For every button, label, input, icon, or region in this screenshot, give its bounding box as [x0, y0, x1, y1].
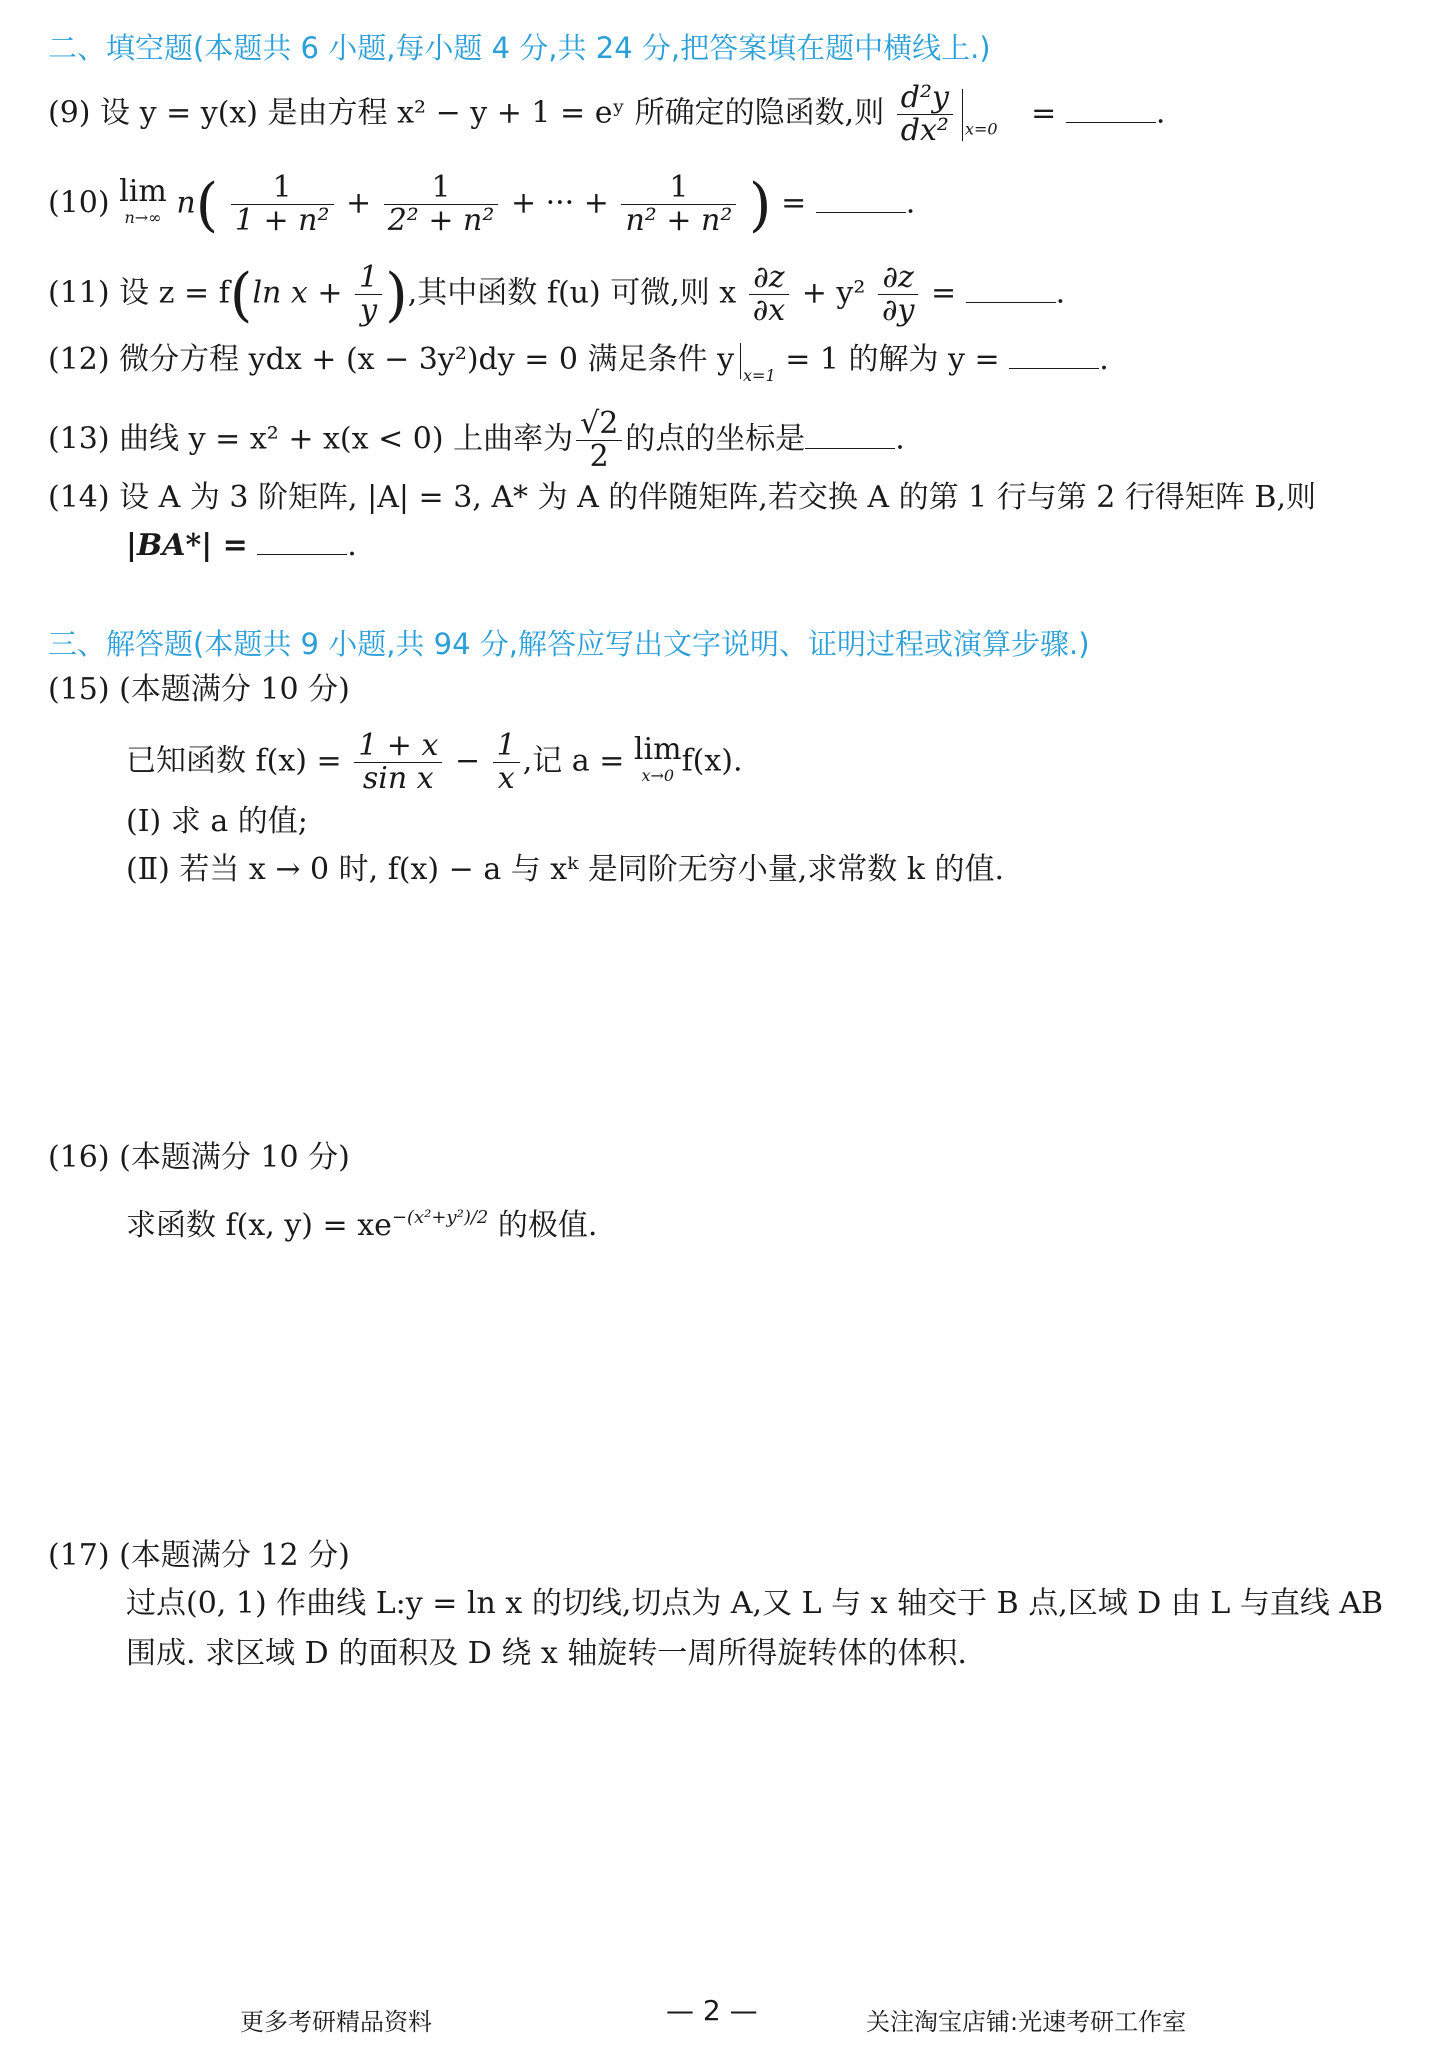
q14-number: (14) [48, 480, 110, 515]
q11-right-paren: ) [385, 260, 408, 329]
q15-number: (15) [48, 672, 110, 707]
q13-frac [576, 408, 622, 473]
q10-equals: = [781, 185, 807, 221]
q10-frac-3 [621, 172, 736, 237]
q16-exponent: −(x²+y²)/2 [391, 1207, 489, 1228]
q17-number: (17) [48, 1538, 110, 1573]
q10-f1-num: 1 [231, 172, 334, 205]
question-14 [48, 478, 1316, 518]
q12-text-2: = 1 的解为 y = [785, 342, 1000, 377]
q15-frac-1 [354, 730, 442, 795]
q9-derivative-num: d²y [897, 82, 953, 115]
q15-f2-num: 1 [493, 730, 520, 763]
q10-n: n [176, 185, 196, 221]
q12-answer-blank[interactable] [1009, 342, 1099, 369]
q12-text: 微分方程 ydx + (x − 3y²)dy = 0 满足条件 y [119, 342, 735, 377]
question-11: (11) 设 z = f(ln x + $\frac{1}{y}$ ),其中函数 f(u) 可微,则 x $\frac{\partial z}{\partial x}$ + y² $\frac{\partial z}{\partial y}$ = . [48, 260, 1066, 329]
q11-number: (11) [48, 275, 110, 311]
q11-frac-den: y [360, 293, 378, 328]
q13-text-2: 的点的坐标是 [625, 421, 806, 457]
q11-dz2-num: ∂z [878, 262, 918, 295]
q17-line-1: 过点(0, 1) 作曲线 L:y = ln x 的切线,切点为 A,又 L 与 x 轴交于 B 点,区域 D 由 L 与直线 AB [126, 1586, 1384, 1621]
q14-line-2: |BA*| = [126, 528, 248, 563]
q10-right-paren: ) [748, 170, 772, 239]
q10-answer-blank[interactable] [816, 186, 906, 213]
q15-limit [633, 731, 682, 789]
question-12: (12) 微分方程 ydx + (x − 3y²)dy = 0 满足条件 y $_{x=1}$ = 1 的解为 y = . [48, 342, 1109, 385]
q11-dz1-den: ∂x [752, 293, 786, 328]
q13-frac-den: 2 [589, 439, 609, 474]
q15-text-2: ,记 a = [522, 743, 625, 779]
question-15-body [126, 730, 743, 795]
q12-number: (12) [48, 342, 110, 377]
q13-frac-num: √2 [576, 408, 622, 441]
q11-dz2-den: ∂y [881, 293, 915, 328]
q13-number: (13) [48, 421, 110, 457]
q15-f1-num: 1 + x [354, 730, 442, 763]
q15-score: (本题满分 10 分) [119, 672, 350, 707]
q15-f2-den: x [497, 761, 515, 796]
q9-condition: x=0 [964, 119, 998, 139]
q9-text: 设 y = y(x) 是由方程 x² − y + 1 = eʸ 所确定的隐函数,则 [100, 95, 885, 131]
q11-dz1-num: ∂z [749, 262, 789, 295]
q10-f3-num: 1 [621, 172, 736, 205]
q9-derivative [897, 82, 953, 147]
q10-limit [119, 173, 167, 231]
question-16-header [48, 1138, 350, 1178]
q15-part-1: (Ⅰ) 求 a 的值; [126, 804, 308, 839]
q9-derivative-den: dx² [900, 113, 949, 148]
q15-lim-sub: x→0 [641, 765, 675, 785]
q11-text-2: ,其中函数 f(u) 可微,则 x [407, 275, 737, 311]
question-14-cont: |BA*| = . [126, 528, 357, 563]
q17-score: (本题满分 12 分) [119, 1538, 350, 1573]
q11-mid: + y² [801, 275, 866, 311]
q10-left-paren: ( [195, 170, 219, 239]
q10-lim-sub: n→∞ [124, 207, 162, 227]
page-number: — 2 — [666, 1994, 758, 2027]
q15-part-2: (Ⅱ) 若当 x → 0 时, f(x) − a 与 xᵏ 是同阶无穷小量,求常数 k 的值. [126, 852, 1005, 887]
q9-equals: = [1031, 95, 1057, 131]
q9-answer-blank[interactable] [1066, 96, 1156, 123]
q9-eval-bar [962, 89, 963, 141]
q11-equals: = [930, 275, 957, 311]
q11-partial-x [749, 262, 789, 327]
q11-frac [355, 262, 382, 327]
q15-f1-den: sin x [362, 761, 434, 796]
q11-frac-num: 1 [355, 262, 382, 295]
q10-lim-word: lim [119, 173, 167, 209]
q15-lim-word: lim [633, 731, 682, 767]
q17-line-2: 围成. 求区域 D 的面积及 D 绕 x 轴旋转一周所得旋转体的体积. [126, 1636, 967, 1671]
q11-left-paren: ( [229, 260, 253, 329]
q15-minus: − [454, 743, 481, 779]
q16-number: (16) [48, 1140, 110, 1175]
q10-frac-2 [384, 172, 499, 237]
q9-number: (9) [48, 95, 91, 131]
question-15-header [48, 670, 350, 710]
q10-dots: + ··· + [510, 185, 609, 221]
question-16-body [126, 1198, 597, 1246]
q15-text-3: f(x). [681, 743, 743, 779]
q10-f2-num: 1 [384, 172, 499, 205]
q10-f1-den: 1 + n² [234, 203, 330, 238]
q11-answer-blank[interactable] [966, 276, 1056, 303]
q15-text-1: 已知函数 f(x) = [126, 743, 342, 779]
question-10: (10) lim n→∞ n( $\frac{1}{\text{1 + n²}}$ + $\frac{1}{\text{2² + n²}}$ + ··· + $\frac{1}{\text{n² + n²}}$ ) = . [48, 170, 916, 239]
q11-text-1: 设 z = f [119, 275, 230, 311]
q13-text: 曲线 y = x² + x(x < 0) 上曲率为 [119, 421, 574, 457]
q16-text-1: 求函数 f(x, y) = xe [126, 1208, 392, 1243]
footer-left: 更多考研精品资料 [240, 2008, 432, 2036]
q16-text-2: 的极值. [497, 1208, 598, 1243]
q10-f2-den: 2² + n² [387, 203, 495, 238]
q11-inner: ln x + [252, 275, 343, 311]
q12-condition: x=1 [743, 366, 776, 385]
q13-answer-blank[interactable] [805, 422, 895, 449]
q14-answer-blank[interactable] [257, 528, 347, 555]
q16-score: (本题满分 10 分) [119, 1140, 350, 1175]
q14-line-1: 设 A 为 3 阶矩阵, |A| = 3, A* 为 A 的伴随矩阵,若交换 A 的第 1 行与第 2 行得矩阵 B,则 [119, 480, 1317, 515]
q10-f3-den: n² + n² [625, 203, 733, 238]
q11-partial-y [878, 262, 918, 327]
section-2-title: 二、填空题(本题共 6 小题,每小题 4 分,共 24 分,把答案填在题中横线上.) [48, 31, 991, 65]
q10-frac-1 [231, 172, 334, 237]
section-3-title: 三、解答题(本题共 9 小题,共 94 分,解答应写出文字说明、证明过程或演算步骤.) [48, 627, 1090, 661]
q10-number: (10) [48, 185, 110, 221]
q12-eval-bar [740, 343, 741, 379]
question-13: (13) 曲线 y = x² + x(x < 0) 上曲率为 $\frac{√2}{2}$ 的点的坐标是 . [48, 406, 905, 474]
question-9: (9) 设 y = y(x) 是由方程 x² − y + 1 = eʸ 所确定的隐函数,则 $\frac{\text{d²y}}{\text{dx²}}$ $_{x=0}$ = . [48, 80, 1166, 148]
q15-frac-2 [493, 730, 520, 795]
question-17-header [48, 1536, 350, 1576]
footer-right: 关注淘宝店铺:光速考研工作室 [866, 2008, 1187, 2036]
